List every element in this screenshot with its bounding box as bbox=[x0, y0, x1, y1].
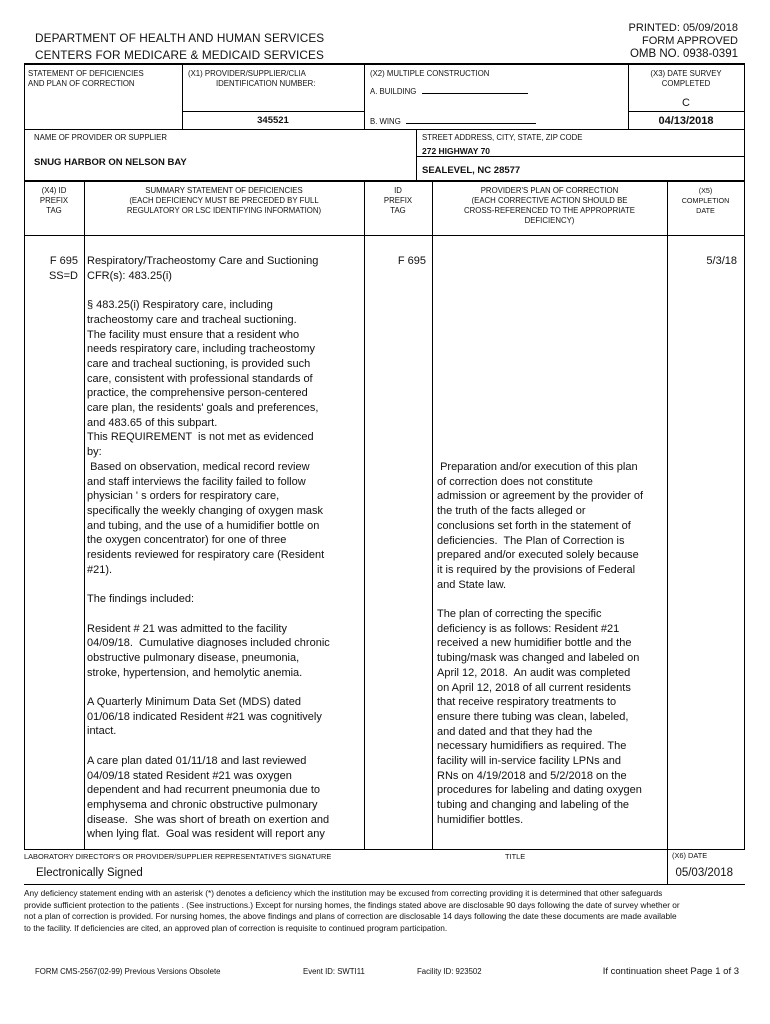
form-number: FORM CMS-2567(02-99) Previous Versions Obsolete bbox=[35, 967, 221, 976]
summary-paragraph: Respiratory/Tracheostomy Care and Suctioning CFR(s): 483.25(i) bbox=[87, 255, 319, 282]
title-label: TITLE bbox=[505, 852, 526, 861]
divider-col2 bbox=[364, 181, 365, 849]
signature-label: LABORATORY DIRECTOR'S OR PROVIDER/SUPPLIER REPRESENTATIVE'S SIGNATURE bbox=[24, 852, 332, 861]
building-field bbox=[370, 85, 528, 97]
signature-date-label: (X6) DATE bbox=[672, 851, 708, 860]
plan-of-correction bbox=[437, 460, 665, 828]
deficiency-summary bbox=[87, 254, 362, 842]
plan-header-line1: PROVIDER'S PLAN OF CORRECTION bbox=[480, 186, 619, 195]
date-survey-label-line1: (X3) DATE SURVEY bbox=[650, 69, 722, 78]
survey-date: 04/13/2018 bbox=[658, 115, 714, 127]
divider-col1 bbox=[84, 181, 85, 849]
plan-tag: F 695 bbox=[397, 255, 426, 267]
completion-date: 5/3/18 bbox=[706, 255, 737, 267]
border-left bbox=[24, 63, 25, 849]
address-label: STREET ADDRESS, CITY, STATE, ZIP CODE bbox=[422, 133, 583, 142]
wing-label: B. WING bbox=[370, 117, 401, 126]
statement-label-line1: STATEMENT OF DEFICIENCIES bbox=[28, 69, 144, 78]
border-right bbox=[744, 63, 745, 849]
multiple-construction-label: (X2) MULTIPLE CONSTRUCTION bbox=[370, 69, 490, 78]
summary-header-line3: REGULATORY OR LSC IDENTIFYING INFORMATION) bbox=[126, 206, 322, 215]
x5-header-line1: (X5) bbox=[698, 186, 713, 195]
omb-number: OMB NO. 0938-0391 bbox=[629, 48, 738, 60]
printed-date: PRINTED: 05/09/2018 bbox=[628, 22, 738, 34]
continuation-page: If continuation sheet Page 1 of 3 bbox=[602, 966, 739, 977]
id-header-line1: ID bbox=[394, 186, 402, 195]
survey-letter: C bbox=[682, 97, 690, 109]
summary-paragraph: § 483.25(i) Respiratory care, including tracheostomy care and tracheal suctioning. The facility must ensure that a resident who needs respiratory care, including tracheostomy care and tracheal suctioning, is provided such care, consistent with professional standards of practice, the comprehensive person-centered care plan, the residents' goals and preferences, and 483.65 of this subpart. This REQUIREMENT is not met as evidenced by: Based on observation, medical record review and staff interviews the facility failed to follow physician ' s orders for respiratory care, specifically the weekly changing of oxygen mask and tubing, and the use of a humidifier bottle on the oxygen concentrator) for one of three residents reviewed for respiratory care (Resident #21). bbox=[87, 299, 325, 576]
signature-date: 05/03/2018 bbox=[675, 867, 733, 879]
provider-id-label bbox=[188, 69, 358, 89]
summary-header-line2: (EACH DEFICIENCY MUST BE PRECEDED BY FULL bbox=[129, 196, 319, 205]
form-approved: FORM APPROVED bbox=[642, 35, 738, 47]
plan-header-line3: CROSS-REFERENCED TO THE APPROPRIATE bbox=[464, 206, 635, 215]
provider-name: SNUG HARBOR ON NELSON BAY bbox=[34, 157, 187, 168]
plan-paragraph: The plan of correcting the specific deficiency is as follows: Resident #21 received a new humidifier bottle and the tubing/mask was changed and labeled on April 12, 2018. An audit was completed on April 12, 2018 of all current residents that receive respiratory treatments to ensure there tubing was clean, labeled, and dated and that they had the necessary humidifiers as required. The facility will in-service facility LPNs and RNs on 4/19/2018 and 5/2/2018 on the procedures for labeling and dating oxygen tubing and changing and labeling of the humidifier bottles. bbox=[437, 608, 642, 826]
city-state-zip: SEALEVEL, NC 28577 bbox=[422, 165, 521, 176]
x5-header-line3: DATE bbox=[696, 206, 715, 215]
deficiency-tag-block bbox=[24, 254, 78, 283]
date-survey-label-line2: COMPLETED bbox=[661, 79, 711, 88]
divider-col3 bbox=[432, 181, 433, 849]
deficiency-tag: F 695 bbox=[49, 255, 78, 267]
street-address: 272 HIGHWAY 70 bbox=[422, 146, 491, 156]
rule-columns bbox=[24, 180, 745, 182]
divider-provider bbox=[416, 129, 417, 181]
date-survey-label bbox=[628, 69, 744, 89]
x4-header-line2: PREFIX bbox=[39, 196, 69, 205]
summary-paragraph: The findings included: bbox=[87, 593, 195, 606]
id-header-line3: TAG bbox=[390, 206, 406, 215]
rule-provider bbox=[24, 129, 745, 130]
statement-label bbox=[28, 69, 144, 89]
rule-disclaimer bbox=[24, 884, 745, 885]
rule-provider-number bbox=[182, 111, 364, 112]
facility-id: Facility ID: 923502 bbox=[417, 967, 482, 976]
plan-paragraph: Preparation and/or execution of this plan of correction does not constitute admission or agreement by the provider of the truth of the facts alleged or conclusions set forth in the statement of deficiencies. The Plan of Correction is prepared and/or executed solely because it is required by the provisions of Federal and State law. bbox=[437, 461, 644, 591]
x4-header-line3: TAG bbox=[46, 206, 62, 215]
disclaimer-text: Any deficiency statement ending with an asterisk (*) denotes a deficiency which the institution may be excused from correcting providing it is determined that other safeguards provide sufficient protection to the patients . (See instructions.) Except for nursing homes, the findings stated above are disclosable 90 days following the date of survey whether or not a plan of correction is provided. For nursing homes, the above findings and plans of correction are disclosable 14 days following the date these documents are made available to the facility. If deficiencies are cited, an approved plan of correction is requisite to continued program participation. bbox=[24, 888, 680, 933]
id-header bbox=[364, 186, 432, 216]
provider-id-label-line2: IDENTIFICATION NUMBER: bbox=[216, 79, 316, 88]
scope-severity: SS=D bbox=[48, 269, 78, 282]
department-title: DEPARTMENT OF HEALTH AND HUMAN SERVICES bbox=[35, 31, 325, 45]
form-approval-block bbox=[518, 22, 738, 61]
plan-header-line2: (EACH CORRECTIVE ACTION SHOULD BE bbox=[471, 196, 628, 205]
provider-number: 345521 bbox=[257, 115, 289, 126]
top-rule bbox=[24, 63, 745, 65]
summary-paragraph: A Quarterly Minimum Data Set (MDS) dated 01/06/18 indicated Resident #21 was cognitively intact. bbox=[87, 696, 322, 738]
rule-signature bbox=[24, 849, 745, 850]
divider-x2 bbox=[364, 63, 365, 130]
signature-value: Electronically Signed bbox=[36, 867, 143, 879]
id-header-line2: PREFIX bbox=[383, 196, 413, 205]
agency-title: CENTERS FOR MEDICARE & MEDICAID SERVICES bbox=[35, 48, 324, 62]
summary-paragraph: A care plan dated 01/11/18 and last reviewed 04/09/18 stated Resident #21 was oxygen dependent and had recurrent pneumonia due to emphysema and chronic obstructive pulmonary disease. She was short of breath on exertion and when lying flat. Goal was resident will report any bbox=[87, 754, 330, 841]
rule-street bbox=[416, 156, 744, 157]
summary-paragraph: Resident # 21 was admitted to the facility 04/09/18. Cumulative diagnoses included chronic obstructive pulmonary disease, pneumonia, stroke, hypertension, and hemolytic anemia. bbox=[87, 622, 330, 679]
provider-id-label-line1: (X1) PROVIDER/SUPPLIER/CLIA bbox=[188, 69, 306, 78]
summary-header-line1: SUMMARY STATEMENT OF DEFICIENCIES bbox=[145, 186, 303, 195]
x5-header-line2: COMPLETION bbox=[681, 196, 730, 205]
plan-header bbox=[432, 186, 667, 226]
event-id: Event ID: SWTI11 bbox=[303, 967, 365, 976]
building-label: A. BUILDING bbox=[370, 87, 417, 96]
building-blank bbox=[422, 85, 528, 94]
x5-header bbox=[667, 186, 744, 216]
rule-body bbox=[24, 235, 745, 236]
divider-col4 bbox=[667, 181, 668, 849]
plan-header-line4: DEFICIENCY) bbox=[524, 216, 575, 225]
statement-label-line2: AND PLAN OF CORRECTION bbox=[28, 79, 135, 88]
x4-header-line1: (X4) ID bbox=[41, 186, 67, 195]
summary-header bbox=[84, 186, 364, 216]
provider-name-label: NAME OF PROVIDER OR SUPPLIER bbox=[34, 133, 168, 142]
rule-survey-date bbox=[628, 111, 744, 112]
x4-header bbox=[24, 186, 84, 216]
wing-field bbox=[370, 115, 536, 127]
wing-blank bbox=[406, 115, 536, 124]
